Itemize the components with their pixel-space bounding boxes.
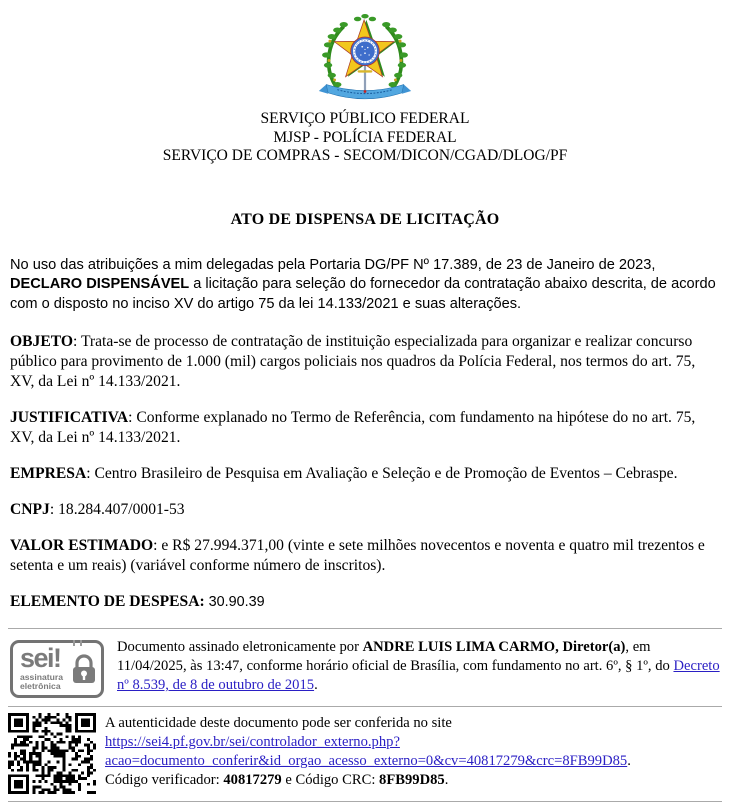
intro-bold-declaration: DECLARO DISPENSÁVEL (10, 276, 190, 293)
section-justificativa (0, 408, 730, 448)
section-empresa-sep: : (86, 465, 95, 483)
section-valor-sep: : (153, 537, 162, 555)
section-objeto-text: Trata-se de processo de contratação de instituição especializada para organizar e realizar concurso público para provimento de 1.000 (mil) cargos policiais nos quadros da Polícia Federal, nos termos do art. 75, XV, da Lei nº 14.133/2021. (10, 333, 696, 391)
brazil-coat-of-arms-icon (309, 7, 421, 103)
verifier-code: 40817279 (223, 772, 282, 789)
sei-subtitle-line2: eletrônica (20, 681, 61, 692)
header-line-2: MJSP - POLÍCIA FEDERAL (273, 128, 457, 146)
signature-block (10, 638, 722, 698)
section-cnpj-text: 18.284.407/0001-53 (58, 501, 185, 519)
signature-text (117, 638, 721, 696)
section-valor-label: VALOR ESTIMADO (10, 537, 154, 555)
crc-code: 8FB99D85 (379, 772, 445, 789)
section-empresa-label: EMPRESA (10, 465, 87, 483)
section-justificativa-sep: : (128, 409, 137, 427)
signature-end: . (314, 677, 318, 694)
section-empresa (0, 464, 730, 484)
separator-line-middle (8, 706, 722, 707)
document-title: ATO DE DISPENSA DE LICITAÇÃO (230, 210, 500, 228)
verification-intro: A autenticidade deste documento pode ser conferida no site (105, 714, 452, 731)
badge-tick-mark (80, 640, 82, 646)
crest-container (0, 0, 730, 108)
verification-block (8, 713, 722, 794)
section-valor-text: e R$ 27.994.371,00 (vinte e sete milhões novecentos e noventa e quatro mil trezentos e setenta e um reais) (variável conforme número de inscritos). (10, 537, 705, 575)
after-link-period: . (627, 753, 631, 770)
section-elemento-label: ELEMENTO DE DESPESA: (10, 593, 205, 611)
section-objeto-sep: : (72, 333, 81, 351)
sei-subtitle (20, 673, 63, 692)
verification-end: . (444, 772, 449, 789)
intro-paragraph (0, 256, 730, 315)
section-cnpj-sep: : (49, 501, 59, 519)
header-block (0, 110, 730, 166)
decreto-link[interactable]: Decreto nº 8.539, de 8 de outubro de 2015 (117, 658, 720, 694)
verification-url-line1: https://sei4.pf.gov.br/sei/controlador_externo.php? (105, 734, 400, 751)
crc-label: e Código CRC: (281, 772, 380, 789)
sei-wordmark: sei! (20, 642, 61, 673)
badge-tick-mark (73, 640, 75, 646)
header-line-1: SERVIÇO PÚBLICO FEDERAL (260, 110, 470, 127)
section-objeto (0, 332, 730, 392)
signature-pre: Documento assinado eletronicamente por (117, 638, 363, 655)
verification-text (105, 713, 720, 791)
section-objeto-label: OBJETO (10, 333, 73, 351)
sei-subtitle-line1: assinatura (20, 672, 63, 683)
section-empresa-text: Centro Brasileiro de Pesquisa em Avaliação e Seleção e de Promoção de Eventos – Cebraspe. (94, 465, 678, 483)
sei-signature-badge (10, 640, 104, 698)
section-valor-estimado (0, 536, 730, 576)
verification-url-link[interactable] (105, 734, 627, 769)
padlock-icon (72, 654, 96, 684)
header-line-3: SERVIÇO DE COMPRAS - SECOM/DICON/CGAD/DLOG/PF (162, 147, 568, 164)
section-justificativa-label: JUSTIFICATIVA (10, 409, 129, 427)
qr-code (8, 713, 96, 794)
section-cnpj (0, 500, 730, 520)
section-justificativa-text: Conforme explanado no Termo de Referência, com fundamento na hipótese do no art. 75, XV, da Lei nº 14.133/2021. (10, 409, 696, 447)
code-label: Código verificador: (105, 772, 224, 789)
section-elemento-despesa (0, 592, 730, 612)
verification-url-line2: acao=documento_conferir&id_orgao_acesso_externo=0&cv=40817279&crc=8FB99D85 (105, 753, 628, 770)
signatory-name: ANDRE LUIS LIMA CARMO, Diretor(a) (362, 638, 626, 655)
separator-line-top (8, 628, 722, 629)
intro-pre: No uso das atribuições a mim delegadas pela Portaria DG/PF Nº 17.389, de 23 de Janeiro de 2023, (10, 256, 656, 273)
section-cnpj-label: CNPJ (10, 501, 50, 519)
section-elemento-text: 30.90.39 (208, 594, 265, 611)
signature-mid: , em 11/04/2025, às 13:47, conforme horário oficial de Brasília, com fundamento no art. 6º, § 1º, do (117, 638, 674, 675)
intro-post: a licitação para seleção do fornecedor da contratação abaixo descrita, de acordo com o disposto no inciso XV do artigo 75 da lei 14.133/2021 e suas alterações. (10, 276, 716, 312)
